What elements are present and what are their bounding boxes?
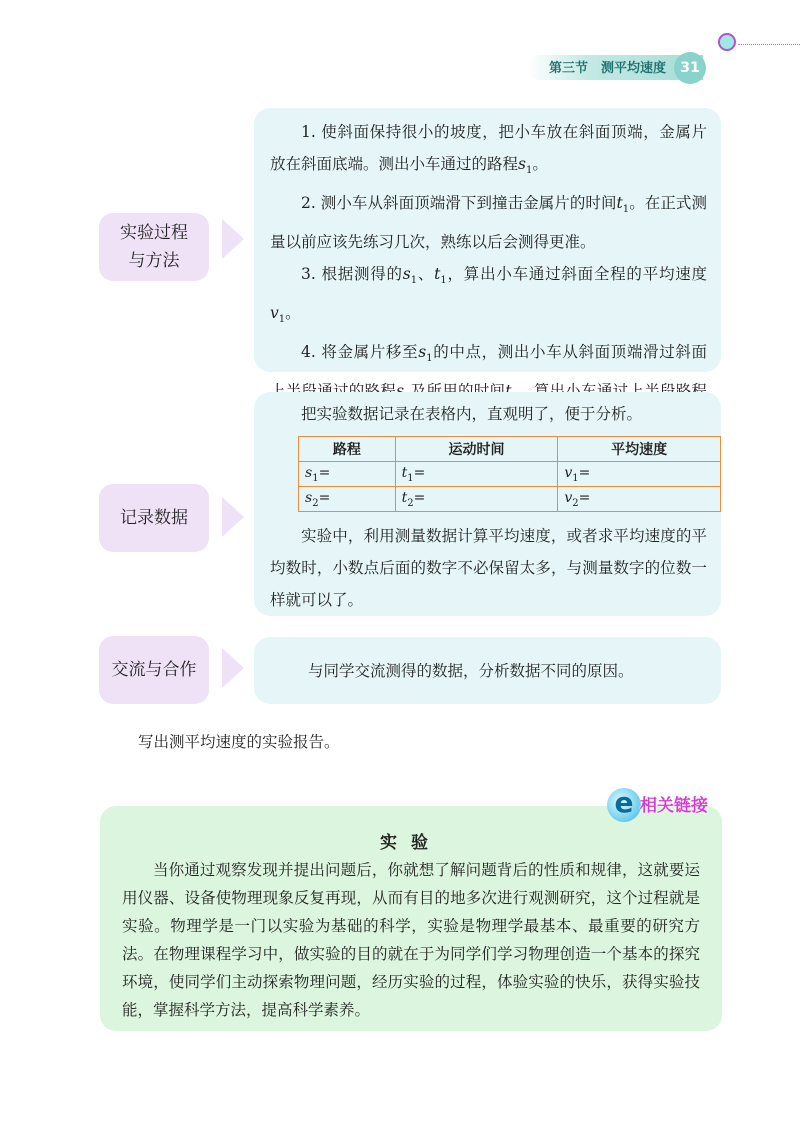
subscript: 2 [407, 497, 414, 509]
process-step [270, 116, 707, 187]
math-variable: t [616, 194, 623, 213]
arrow-exchange-icon [222, 648, 244, 688]
experiment-box [100, 806, 722, 1031]
subscript: 1 [410, 275, 418, 287]
step-text: 、 [417, 265, 435, 284]
step-text: ，算出小车通过斜面全程的平均速度 [446, 265, 707, 284]
process-step [270, 187, 707, 258]
label-exchange-text: 交流与合作 [111, 660, 197, 680]
table-cell [395, 462, 558, 487]
table-header-row [299, 437, 721, 462]
table-header-cell: 路程 [299, 437, 396, 462]
table-cell [558, 487, 721, 512]
equals-sign: = [578, 489, 591, 506]
experiment-title: 实验 [380, 833, 442, 853]
page-number: 31 [680, 60, 700, 76]
record-intro: 把实验数据记录在表格内，直观明了，便于分析。 [301, 405, 643, 423]
panel-process [254, 108, 721, 372]
related-link-letter: e [614, 786, 634, 819]
table-row [299, 487, 721, 512]
subscript: 1 [312, 472, 319, 484]
math-variable: t [401, 464, 408, 481]
math-variable: s [305, 464, 313, 481]
math-variable: s [305, 489, 313, 506]
equals-sign: = [413, 464, 426, 481]
subscript: 2 [572, 497, 579, 509]
math-variable: v [564, 489, 573, 506]
subscript: 2 [312, 497, 319, 509]
step-text: 1. 使斜面保持很小的坡度，把小车放在斜面顶端，金属片放在斜面底端。测出小车通过的路程 [270, 123, 707, 173]
math-variable: v [564, 464, 573, 481]
math-variable: t [401, 489, 408, 506]
subscript: 1 [525, 165, 533, 177]
experiment-body: 当你通过观察发现并提出问题后，你就想了解问题背后的性质和规律，这就要运用仪器、设备使物理现象反复再现，从而有目的地多次进行观测研究，这个过程就是实验。物理学是一门以实验为基础的科学，实验是物理学最基本、最重要的研究方法。在物理课程学习中，做实验的目的就在于为同学们学习物理创造一个基本的探究环境，使同学们主动探索物理问题，经历实验的过程，体验实验的快乐，获得实验技能，掌握科学方法，提高科学素养。 [122, 861, 700, 1019]
subscript: 1 [426, 353, 433, 365]
related-link-label: 相关链接 [640, 796, 708, 816]
step-text: 3. 根据测得的 [301, 265, 403, 284]
subscript: 1 [622, 204, 630, 216]
header-dotted-line [738, 44, 800, 45]
math-variable: v [270, 304, 279, 323]
step-text: 4. 将金属片移至 [301, 343, 419, 362]
table-cell [299, 487, 396, 512]
subscript: 1 [440, 275, 447, 287]
equals-sign: = [413, 489, 426, 506]
task-text: 写出测平均速度的实验报告。 [138, 733, 340, 751]
step-text: 。 [285, 304, 301, 323]
label-record-text: 记录数据 [120, 508, 188, 528]
math-variable: s [402, 265, 411, 284]
section-title: 第三节 测平均速度 [549, 61, 667, 76]
math-variable: t [434, 265, 441, 284]
arrow-record-icon [222, 497, 244, 537]
table-cell [558, 462, 721, 487]
record-note: 实验中，利用测量数据计算平均速度，或者求平均速度的平均数时，小数点后面的数字不必保留太多，与测量数字的位数一样就可以了。 [270, 527, 707, 609]
panel-record [254, 392, 721, 616]
subscript: 1 [278, 314, 286, 326]
equals-sign: = [318, 489, 331, 506]
equals-sign: = [578, 464, 591, 481]
table-cell [395, 487, 558, 512]
label-process [99, 213, 209, 281]
arrow-process-icon [222, 219, 244, 259]
step-text: 。在正式测量以前应该先练习几次，熟练以后会测得更准。 [270, 194, 707, 252]
record-table [298, 436, 721, 512]
math-variable: s [418, 343, 427, 362]
subscript: 1 [572, 472, 579, 484]
process-step [270, 258, 707, 336]
label-process-text: 实验过程与方法 [120, 223, 188, 271]
table-header-cell: 平均速度 [558, 437, 721, 462]
subscript: 1 [407, 472, 414, 484]
math-variable: s [518, 155, 526, 173]
table-cell [299, 462, 396, 487]
exchange-text: 与同学交流测得的数据，分析数据不同的原因。 [308, 661, 634, 680]
table-row [299, 462, 721, 487]
label-record [99, 484, 209, 552]
step-text: 。 [532, 155, 548, 173]
equals-sign: = [318, 464, 331, 481]
label-exchange [99, 636, 209, 704]
table-header-cell: 运动时间 [395, 437, 558, 462]
step-text: 2. 测小车从斜面顶端滑下到撞击金属片的时间 [301, 194, 617, 213]
step-text: 的中点，测出小车从斜面顶端滑过斜面 [432, 343, 707, 362]
header-ring-icon [718, 33, 736, 51]
panel-exchange [254, 637, 721, 704]
